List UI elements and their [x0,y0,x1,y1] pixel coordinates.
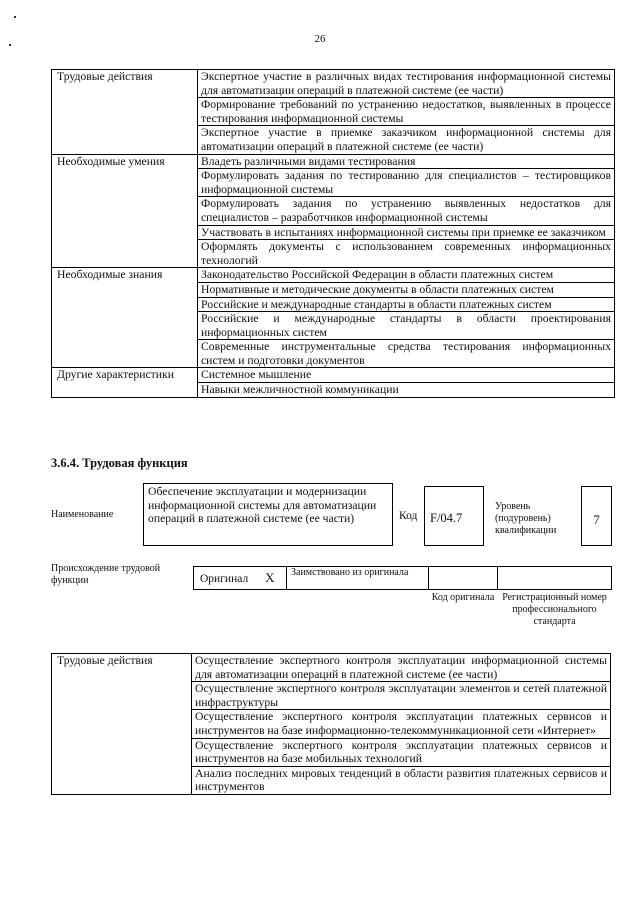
table-row [52,154,615,169]
requirement-item: Формулировать задания по тестированию для специалистов – тестировщиков информационной системы [198,169,615,197]
requirement-item: Российские и международные стандарты в области проектирования информационных систем [198,312,615,340]
borrowed-label: Заимствовано из оригинала [291,567,409,578]
code-value: F/04.7 [430,511,463,525]
group-label: Трудовые действия [52,70,198,155]
level-box [581,486,612,546]
requirement-item: Формирование требований по устранению недостатков, выявленных в процессе тестирования информационной системы [198,98,615,126]
requirement-item: Осуществление экспертного контроля эксплуатации платежных сервисов и инструментов на базе информационно-телекоммуникационной сети «Интернет» [192,710,611,738]
table-row [52,268,615,283]
section-title: 3.6.4. Трудовая функция [51,456,188,470]
origin-label: Происхождение трудовой функции [51,563,161,586]
level-label: Уровень (подуровень) квалификации [495,501,557,536]
table-row [52,368,615,383]
requirement-item: Анализ последних мировых тенденций в области развития платежных сервисов и инструментов [192,766,611,794]
work-actions-table [51,653,611,795]
original-mark: X [265,570,275,585]
reg-number-label: Регистрационный номер профессионального стандарта [502,592,607,627]
group-label: Другие характеристики [52,368,198,397]
group-label: Необходимые знания [52,268,198,368]
group-label: Необходимые умения [52,154,198,268]
requirement-item: Нормативные и методические документы в области платежных систем [198,282,615,297]
table-row [52,654,611,682]
page-number: 26 [314,33,326,45]
requirement-item: Осуществление экспертного контроля эксплуатации платежных сервисов и инструментов на базе мобильных технологий [192,738,611,766]
requirement-item: Участвовать в испытаниях информационной системы при приемке ее заказчиком [198,225,615,240]
function-name-box [143,483,393,546]
code-box [424,486,484,546]
code-original-cell [428,566,498,590]
borrowed-cell [286,566,429,590]
requirement-item: Формулировать задания по устранению выявленных недостатков для специалистов – разработчиков информационной системы [198,197,615,225]
requirement-item: Российские и международные стандарты в области платежных систем [198,297,615,312]
function-name-value: Обеспечение эксплуатации и модернизации информационной системы для автоматизации операций в платежной системе (ее части) [148,485,377,525]
code-original-label: Код оригинала [431,592,495,603]
requirement-item: Системное мышление [198,368,615,383]
scan-speck [14,16,16,18]
requirements-table [51,69,615,398]
code-label: Код [399,510,418,522]
table-row [52,70,615,98]
requirement-item: Осуществление экспертного контроля эксплуатации элементов и сетей платежной инфраструктуры [192,682,611,710]
requirement-item: Владеть различными видами тестирования [198,154,615,169]
reg-number-cell [497,566,612,590]
original-label: Оригинал [200,573,249,585]
level-value: 7 [593,512,600,527]
requirement-item: Экспертное участие в приемке заказчиком информационной системы для автоматизации операций в платежной системе (ее части) [198,126,615,154]
group-label: Трудовые действия [52,654,192,795]
requirement-item: Навыки межличностной коммуникации [198,383,615,398]
requirement-item: Оформлять документы с использованием современных информационных технологий [198,240,615,268]
requirement-item: Экспертное участие в различных видах тестирования информационной системы для автоматизации операций в платежной системе (ее части) [198,70,615,98]
requirement-item: Современные инструментальные средства тестирования информационных систем и подготовки документов [198,340,615,368]
original-cell [193,566,287,590]
requirement-item: Законодательство Российской Федерации в области платежных систем [198,268,615,283]
requirement-item: Осуществление экспертного контроля эксплуатации информационной системы для автоматизации операций в платежной системе (ее части) [192,654,611,682]
name-label: Наименование [51,509,114,520]
